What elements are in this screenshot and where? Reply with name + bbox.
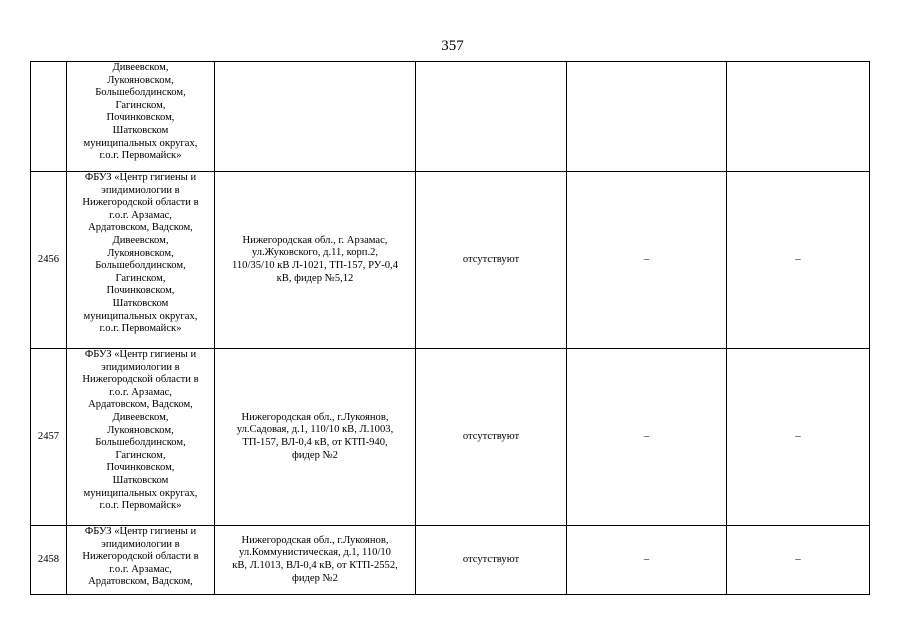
table-row: [31, 349, 870, 526]
address-cell: Нижегородская обл., г. Арзамас, ул.Жуковского, д.11, корп.2, 110/35/10 кВ Л-1021, ТП-157, РУ-0,4 кВ, фидер №5,12: [215, 172, 416, 349]
row-number-cell: 2457: [31, 349, 67, 526]
table-row: [31, 172, 870, 349]
row-number-cell: 2456: [31, 172, 67, 349]
column-6-cell: –: [727, 172, 870, 349]
column-5-cell: –: [567, 172, 727, 349]
organization-cell: ФБУЗ «Центр гигиены и эпидимиологии в Нижегородской области в г.о.г. Арзамас, Ардатовском, Вадском, Дивеевском, Лукояновском, Большеболдинском, Гагинском, Починковском, Шатковском муниципальных округах, г.о.г. Первомайск»: [67, 349, 215, 526]
organization-cell: Дивеевском, Лукояновском, Большеболдинском, Гагинском, Починковском, Шатковском муниципальных округах, г.о.г. Первомайск»: [67, 62, 215, 172]
address-cell: [215, 62, 416, 172]
status-cell: [416, 62, 567, 172]
row-number-cell: [31, 62, 67, 172]
organization-cell: ФБУЗ «Центр гигиены и эпидимиологии в Нижегородской области в г.о.г. Арзамас, Ардатовском, Вадском,: [67, 526, 215, 595]
status-cell: отсутствуют: [416, 349, 567, 526]
registry-table: [30, 61, 870, 595]
column-6-cell: –: [727, 349, 870, 526]
organization-cell: ФБУЗ «Центр гигиены и эпидимиологии в Нижегородской области в г.о.г. Арзамас, Ардатовском, Вадском, Дивеевском, Лукояновском, Большеболдинском, Гагинском, Починковском, Шатковском муниципальных округах, г.о.г. Первомайск»: [67, 172, 215, 349]
column-6-cell: –: [727, 526, 870, 595]
address-cell: Нижегородская обл., г.Лукоянов, ул.Коммунистическая, д.1, 110/10 кВ, Л.1013, ВЛ-0,4 кВ, от КТП-2552, фидер №2: [215, 526, 416, 595]
table-row: [31, 62, 870, 172]
column-5-cell: –: [567, 349, 727, 526]
table-row: [31, 526, 870, 595]
status-cell: отсутствуют: [416, 526, 567, 595]
column-5-cell: –: [567, 526, 727, 595]
address-cell: Нижегородская обл., г.Лукоянов, ул.Садовая, д.1, 110/10 кВ, Л.1003, ТП-157, ВЛ-0,4 кВ, от КТП-940, фидер №2: [215, 349, 416, 526]
status-cell: отсутствуют: [416, 172, 567, 349]
column-6-cell: [727, 62, 870, 172]
column-5-cell: [567, 62, 727, 172]
row-number-cell: 2458: [31, 526, 67, 595]
page-number: 357: [441, 38, 464, 54]
